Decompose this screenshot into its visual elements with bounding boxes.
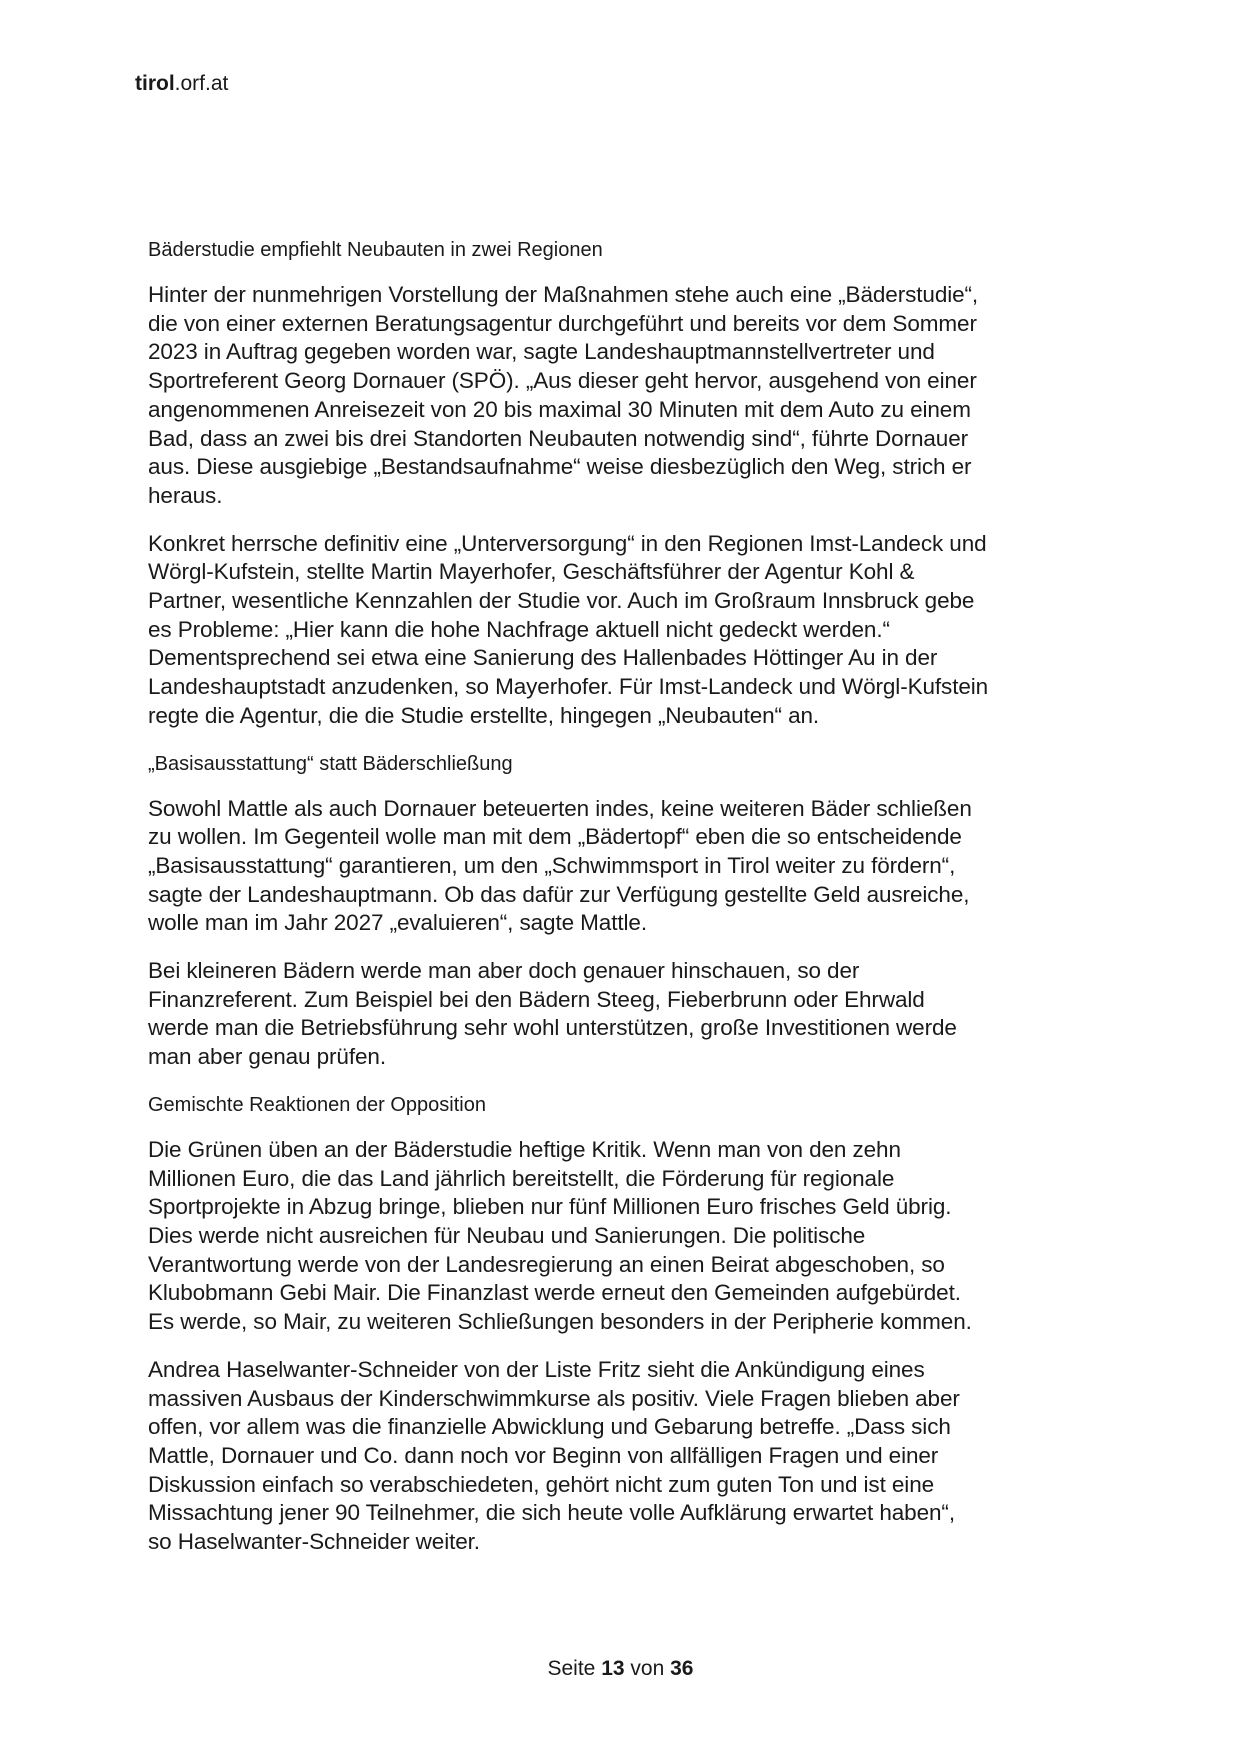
text-line: Landeshauptstadt anzudenken, so Mayerhofer. Für Imst-Landeck und Wörgl-Kufstein — [148, 674, 989, 700]
page-footer — [0, 1657, 1241, 1681]
text-line: werde man die Betriebsführung sehr wohl unterstützen, große Investitionen werde — [148, 1015, 957, 1041]
article-body — [148, 236, 1108, 1576]
text-line: Wörgl-Kufstein, stellte Martin Mayerhofer, Geschäftsführer der Agentur Kohl & — [148, 559, 915, 585]
text-line: man aber genau prüfen. — [148, 1044, 386, 1070]
text-line: „Basisausstattung“ garantieren, um den „Schwimmsport in Tirol weiter zu fördern“, — [148, 852, 956, 878]
text-line: sagte der Landeshauptmann. Ob das dafür zur Verfügung gestellte Geld ausreiche, — [148, 881, 970, 907]
text-line: Dementsprechend sei etwa eine Sanierung des Hallenbades Höttinger Au in der — [148, 645, 938, 671]
text-line: massiven Ausbaus der Kinderschwimmkurse als positiv. Viele Fragen blieben aber — [148, 1385, 960, 1411]
site-header — [135, 72, 228, 96]
text-line: Die Grünen üben an der Bäderstudie heftige Kritik. Wenn man von den zehn — [148, 1136, 901, 1162]
paragraph — [148, 281, 1108, 511]
text-line: Bei kleineren Bädern werde man aber doch genauer hinschauen, so der — [148, 958, 860, 984]
text-line: Diskussion einfach so verabschiedeten, gehört nicht zum guten Ton und ist eine — [148, 1471, 935, 1497]
text-line: Sportprojekte in Abzug bringe, blieben nur fünf Millionen Euro frisches Geld übrig. — [148, 1194, 952, 1220]
text-line: heraus. — [148, 482, 223, 508]
text-line: Andrea Haselwanter-Schneider von der Liste Fritz sieht die Ankündigung eines — [148, 1356, 925, 1382]
paragraph — [148, 1356, 1108, 1557]
section-heading: „Basisausstattung“ statt Bäderschließung — [148, 752, 513, 775]
text-line: 2023 in Auftrag gegeben worden war, sagte Landeshauptmannstellvertreter und — [148, 339, 935, 365]
text-line: so Haselwanter-Schneider weiter. — [148, 1529, 480, 1555]
text-line: Sportreferent Georg Dornauer (SPÖ). „Aus dieser geht hervor, ausgehend von einer — [148, 368, 977, 394]
site-name-bold: tirol — [135, 72, 175, 95]
section-heading: Gemischte Reaktionen der Opposition — [148, 1093, 486, 1116]
text-line: regte die Agentur, die die Studie erstellte, hingegen „Neubauten“ an. — [148, 702, 820, 728]
text-line: wolle man im Jahr 2027 „evaluieren“, sagte Mattle. — [148, 910, 647, 936]
paragraph — [148, 795, 1108, 939]
text-line: Partner, wesentliche Kennzahlen der Studie vor. Auch im Großraum Innsbruck gebe — [148, 588, 975, 614]
paragraph — [148, 957, 1108, 1072]
paragraph — [148, 1136, 1108, 1337]
text-line: es Probleme: „Hier kann die hohe Nachfrage aktuell nicht gedeckt werden.“ — [148, 616, 890, 642]
text-line: Millionen Euro, die das Land jährlich bereitstellt, die Förderung für regionale — [148, 1165, 895, 1191]
text-line: Mattle, Dornauer und Co. dann noch vor Beginn von allfälligen Fragen und einer — [148, 1442, 939, 1468]
paragraph — [148, 530, 1108, 731]
total-pages-number: 36 — [670, 1657, 694, 1680]
text-line: Bad, dass an zwei bis drei Standorten Neubauten notwendig sind“, führte Dornauer — [148, 425, 969, 451]
text-line: Es werde, so Mair, zu weiteren Schließungen besonders in der Peripherie kommen. — [148, 1309, 972, 1335]
text-line: Finanzreferent. Zum Beispiel bei den Bädern Steeg, Fieberbrunn oder Ehrwald — [148, 986, 925, 1012]
text-line: Missachtung jener 90 Teilnehmer, die sich heute volle Aufklärung erwartet haben“, — [148, 1500, 955, 1526]
text-line: offen, vor allem was die finanzielle Abwicklung und Gebarung betreffe. „Dass sich — [148, 1414, 951, 1440]
text-line: aus. Diese ausgiebige „Bestandsaufnahme“ weise diesbezüglich den Weg, strich er — [148, 454, 972, 480]
page-separator: von — [630, 1657, 665, 1680]
text-line: angenommenen Anreisezeit von 20 bis maximal 30 Minuten mit dem Auto zu einem — [148, 396, 971, 422]
text-line: die von einer externen Beratungsagentur durchgeführt und bereits vor dem Sommer — [148, 310, 977, 336]
text-line: Verantwortung werde von der Landesregierung an einen Beirat abgeschoben, so — [148, 1251, 945, 1277]
page-label: Seite — [547, 1657, 596, 1680]
text-line: Sowohl Mattle als auch Dornauer beteuerten indes, keine weiteren Bäder schließen — [148, 795, 972, 821]
section-heading: Bäderstudie empfiehlt Neubauten in zwei Regionen — [148, 239, 603, 261]
text-line: zu wollen. Im Gegenteil wolle man mit dem „Bädertopf“ eben die so entscheidende — [148, 824, 962, 850]
site-name-domain: .orf.at — [174, 72, 229, 95]
current-page-number: 13 — [601, 1657, 625, 1680]
text-line: Dies werde nicht ausreichen für Neubau und Sanierungen. Die politische — [148, 1222, 866, 1248]
text-line: Klubobmann Gebi Mair. Die Finanzlast werde erneut den Gemeinden aufgebürdet. — [148, 1280, 961, 1306]
text-line: Konkret herrsche definitiv eine „Unterversorgung“ in den Regionen Imst-Landeck und — [148, 530, 987, 556]
text-line: Hinter der nunmehrigen Vorstellung der Maßnahmen stehe auch eine „Bäderstudie“, — [148, 282, 979, 307]
